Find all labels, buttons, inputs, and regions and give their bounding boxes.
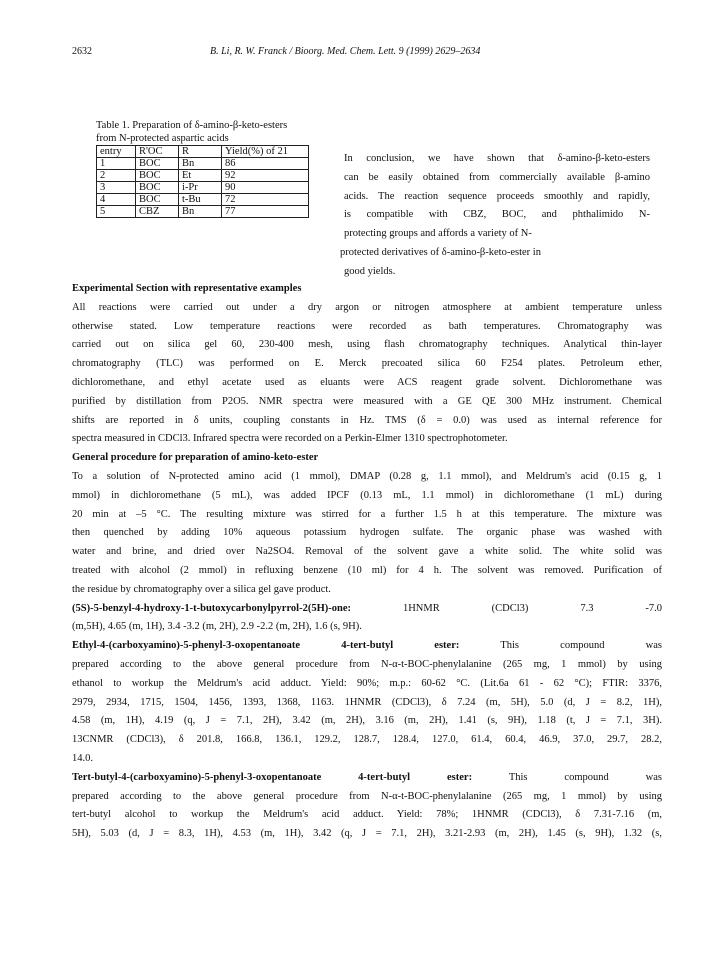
text-line: otherwise stated. Low temperature reactions were recorded as bath temperatures. Chromatography was (72, 320, 662, 332)
table-cell: 4 (97, 194, 136, 206)
table-cell: t-Bu (179, 194, 222, 206)
table-caption-line: from N-protected aspartic acids (96, 132, 229, 144)
text-line: 14.0. (72, 752, 93, 764)
yield-table (96, 145, 309, 218)
table-caption-line: Table 1. Preparation of δ-amino-β-keto-esters (96, 120, 288, 131)
table-cell: BOC (136, 194, 179, 206)
text-line: To a solution of N-protected amino acid (1 mmol), DMAP (0.28 g, 1.1 mmol), and Meldrum's acid (0.15 g, 1 (72, 470, 662, 482)
table-row (97, 170, 309, 182)
table-header-cell: R'OC (136, 146, 179, 158)
text-line: tert-butyl alcohol to workup the Meldrum's acid adduct. Yield: 78%; 1HNMR (CDCl3), δ 7.31-7.16 (m, (72, 809, 662, 821)
text-line: shifts are reported in δ units, coupling constants in Hz. TMS (δ = 0.0) was used as internal reference for (72, 414, 662, 426)
table-cell: 1 (97, 158, 136, 170)
text-line: treated with alcohol (2 mmol) in refluxing benzene (10 ml) for 4 h. The solvent was removed. Purification of (72, 564, 662, 576)
table-row (97, 206, 309, 218)
text-line (72, 769, 662, 788)
compound-name: (5S)-5-benzyl-4-hydroxy-1-t-butoxycarbonylpyrrol-2(5H)-one: (72, 602, 352, 614)
compound-name: Tert-butyl-4-(carboxyamino)-5-phenyl-3-oxopentanoate 4-tert-butyl ester: (72, 771, 473, 783)
text-line: good yields. (344, 265, 396, 277)
text-line: protected derivatives of δ-amino-β-keto-ester in (340, 246, 541, 258)
table-header-row (97, 146, 309, 158)
table-cell: BOC (136, 182, 179, 194)
text-line: dichloromethane, and ethyl acetate used as eluants were ACS reagent grade solvent. Dichloromethane was (72, 376, 662, 388)
table-cell: 5 (97, 206, 136, 218)
text-line: protecting groups and affords a variety of N- (344, 228, 532, 240)
table-row (97, 182, 309, 194)
text-line: water and brine, and dried over Na2SO4. Removal of the solvent gave a white solid. The white solid was (72, 546, 662, 558)
text-line: 13CNMR (CDCl3), δ 201.8, 166.8, 136.1, 129.2, 128.7, 128.4, 127.0, 61.4, 60.4, 46.9, 37.0, 29.7, 28.2, (72, 734, 662, 746)
text-line: (m,5H), 4.65 (m, 1H), 3.4 -3.2 (m, 2H), 2.9 -2.2 (m, 2H), 1.6 (s, 9H). (72, 621, 362, 633)
text-line: is compatible with CBZ, BOC, and phthalimido N- (344, 209, 650, 221)
text-line: carried out on silica gel 60, 230-400 mesh, using flash chromatography techniques. Analytical thin-layer (72, 339, 662, 351)
text-line: prepared according to the above general procedure from N-α-t-BOC-phenylalanine (265 mg, 1 mmol) by using (72, 658, 662, 670)
compound-desc: This compound was (508, 771, 663, 783)
table-cell: Et (179, 170, 222, 182)
table-caption (96, 120, 287, 145)
table-header-cell: Yield(%) of 21 (222, 146, 309, 158)
text-line: prepared according to the above general procedure from N-α-t-BOC-phenylalanine (265 mg, 1 mmol) by using (72, 790, 662, 802)
compound-name: Ethyl-4-(carboxyamino)-5-phenyl-3-oxopentanoate 4-tert-butyl ester: (72, 640, 460, 652)
text-line: then quenched by adding 10% aqueous potassium hydrogen sulfate. The organic phase was washed with (72, 527, 662, 539)
text-line: In conclusion, we have shown that δ-amino-β-keto-esters (344, 153, 650, 164)
text-line: 5H), 5.03 (d, J = 8.3, 1H), 4.53 (m, 1H), 3.42 (q, J = 7.1, 2H), 3.21-2.93 (m, 2H), 1.45 (s, 9H), 1.32 (s, (72, 828, 662, 840)
table-cell: 86 (222, 158, 309, 170)
table-cell: CBZ (136, 206, 179, 218)
table-cell: 72 (222, 194, 309, 206)
table-cell: Bn (179, 206, 222, 218)
text-line: spectra measured in CDCl3. Infrared spectra were recorded on a Perkin-Elmer 1310 spectrophotometer. (72, 433, 508, 445)
text-line (72, 637, 662, 656)
text-line: mmol) in dichloromethane (5 mL), was added IPCF (0.13 mL, 1.1 mmol) in dichloromethane (1 mL) during (72, 489, 662, 501)
text-line: purified by distillation from P2O5. NMR spectra were measured with a GE QE 300 MHz instrument. Chemical (72, 395, 662, 407)
section-heading: Experimental Section with representative examples (72, 283, 302, 294)
running-head: B. Li, R. W. Franck / Bioorg. Med. Chem. Lett. 9 (1999) 2629–2634 (210, 46, 481, 57)
table-cell: 77 (222, 206, 309, 218)
section-heading: General procedure for preparation of amino-keto-ester (72, 452, 319, 464)
text-line: acids. The reaction sequence proceeds smoothly and rapidly, (344, 190, 650, 202)
nmr-data: 1HNMR (CDCl3) 7.3 -7.0 (402, 602, 662, 614)
text-line: can be easily obtained from commercially available β-amino (344, 171, 650, 183)
text-line: All reactions were carried out under a dry argon or nitrogen atmosphere at ambient temperature unless (72, 301, 662, 313)
text-line: 2979, 2934, 1715, 1504, 1456, 1393, 1368, 1163. 1HNMR (CDCl3), δ 7.24 (m, 5H), 5.0 (d, J = 8.2, 1H), (72, 696, 662, 708)
compound-desc: This compound was (500, 640, 662, 652)
table-cell: i-Pr (179, 182, 222, 194)
table-cell: 3 (97, 182, 136, 194)
text-line (72, 600, 662, 619)
table-row (97, 158, 309, 170)
table-header-cell: entry (97, 146, 136, 158)
text-line: the residue by chromatography over a silica gel gave product. (72, 583, 331, 595)
table-cell: BOC (136, 170, 179, 182)
table-cell: BOC (136, 158, 179, 170)
table-row (97, 194, 309, 206)
page-number: 2632 (72, 46, 92, 57)
table-cell: Bn (179, 158, 222, 170)
text-line: 4.58 (m, 1H), 4.19 (q, J = 7.1, 2H), 3.42 (m, 2H), 3.16 (m, 2H), 1.41 (s, 9H), 1.18 (t, J = 7.1, 3H). (72, 715, 662, 727)
text-line: chromatography (TLC) was performed on E. Merck precoated silica 60 F254 plates. Petroleum ether, (72, 358, 662, 370)
text-line: ethanol to workup the Meldrum's acid adduct. Yield: 90%; m.p.: 60-62 °C. (Lit.6a 61 - 62 °C); FTIR: 3376, (72, 677, 662, 689)
table-cell: 92 (222, 170, 309, 182)
conclusion-paragraph (340, 150, 650, 282)
experimental-section (72, 280, 662, 844)
text-line: 20 min at –5 °C. The resulting mixture was stirred for a further 1.5 h at this temperature. The mixture was (72, 508, 662, 520)
table-cell: 90 (222, 182, 309, 194)
table-cell: 2 (97, 170, 136, 182)
table-header-cell: R (179, 146, 222, 158)
